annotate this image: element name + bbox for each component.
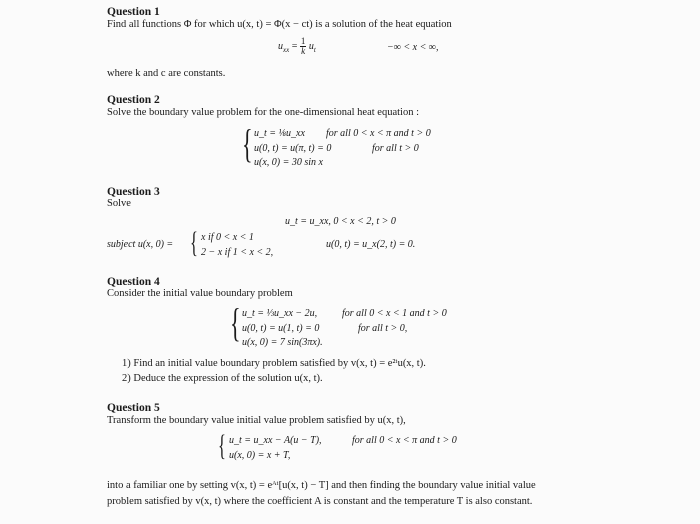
- q3-subject: subject u(x, 0) =: [107, 239, 174, 250]
- q2-brace: {: [242, 121, 253, 166]
- q1-eq-lhs: u: [278, 40, 283, 52]
- q3-equation: u_t = u_xx, 0 < x < 2, t > 0: [285, 216, 396, 227]
- q1-eq-lhs-sub: xx: [283, 45, 290, 54]
- q2-text: Solve the boundary value problem for the one-dimensional heat equation :: [107, 107, 419, 118]
- q4-item2: 2) Deduce the expression of the solution u(x, t).: [122, 373, 323, 384]
- q2-line3: u(x, 0) = 30 sin x: [254, 157, 323, 168]
- q4-line1-cond: for all 0 < x < 1 and t > 0: [342, 308, 447, 319]
- q2-line2: u(0, t) = u(π, t) = 0: [254, 143, 332, 154]
- q1-title: Question 1: [107, 6, 160, 18]
- q5-line2: u(x, 0) = x + T,: [229, 450, 291, 461]
- q3-text: Solve: [107, 198, 131, 209]
- q4-line1: u_t = ⅓u_xx − 2u,: [242, 308, 318, 319]
- q5-para1: into a familiar one by setting v(x, t) = eᴬᵗ[u(x, t) − T] and then finding the boundary value initial value: [107, 480, 536, 491]
- q3-piece2: 2 − x if 1 < x < 2,: [201, 247, 274, 258]
- q4-title: Question 4: [107, 276, 160, 288]
- q4-brace: {: [230, 300, 241, 345]
- q5-text: Transform the boundary value initial value problem satisfied by u(x, t),: [107, 415, 406, 426]
- q2-line2-cond: for all t > 0: [372, 143, 419, 154]
- q1-frac-num: 1: [300, 36, 306, 46]
- q1-fraction: [300, 37, 307, 56]
- q1-eq-equals: =: [291, 40, 298, 52]
- q1-where: where k and c are constants.: [107, 68, 226, 79]
- q5-line1: u_t = u_xx − A(u − T),: [229, 435, 322, 446]
- q1-equation: [278, 37, 316, 56]
- q4-line2: u(0, t) = u(1, t) = 0: [242, 323, 320, 334]
- q4-text: Consider the initial value boundary problem: [107, 288, 293, 299]
- q1-eq-rhs-sub: t: [313, 45, 316, 54]
- q5-brace: {: [218, 429, 226, 462]
- q3-boundary: u(0, t) = u_x(2, t) = 0.: [326, 239, 416, 250]
- q5-line1-cond: for all 0 < x < π and t > 0: [352, 435, 457, 446]
- q2-line1: u_t = ⅛u_xx: [254, 128, 305, 139]
- q4-line2-cond: for all t > 0,: [358, 323, 408, 334]
- q3-title: Question 3: [107, 186, 160, 198]
- q5-para2: problem satisfied by v(x, t) where the coefficient A is constant and the temperature T is also constant.: [107, 496, 533, 507]
- q1-domain: −∞ < x < ∞,: [387, 42, 439, 53]
- q1-eq-rhs: u: [308, 40, 314, 52]
- q4-item1: 1) Find an initial value boundary problem satisfied by v(x, t) = e²ᵗu(x, t).: [122, 358, 426, 369]
- q2-title: Question 2: [107, 94, 160, 106]
- q4-line3: u(x, 0) = 7 sin(3πx).: [242, 337, 323, 348]
- q5-title: Question 5: [107, 402, 160, 414]
- q2-line1-cond: for all 0 < x < π and t > 0: [326, 128, 431, 139]
- q1-frac-den: k: [301, 46, 306, 56]
- q3-brace: {: [190, 226, 198, 259]
- q3-piece1: x if 0 < x < 1: [201, 232, 254, 243]
- q1-text: Find all functions Φ for which u(x, t) = Φ(x − ct) is a solution of the heat equation: [107, 19, 452, 30]
